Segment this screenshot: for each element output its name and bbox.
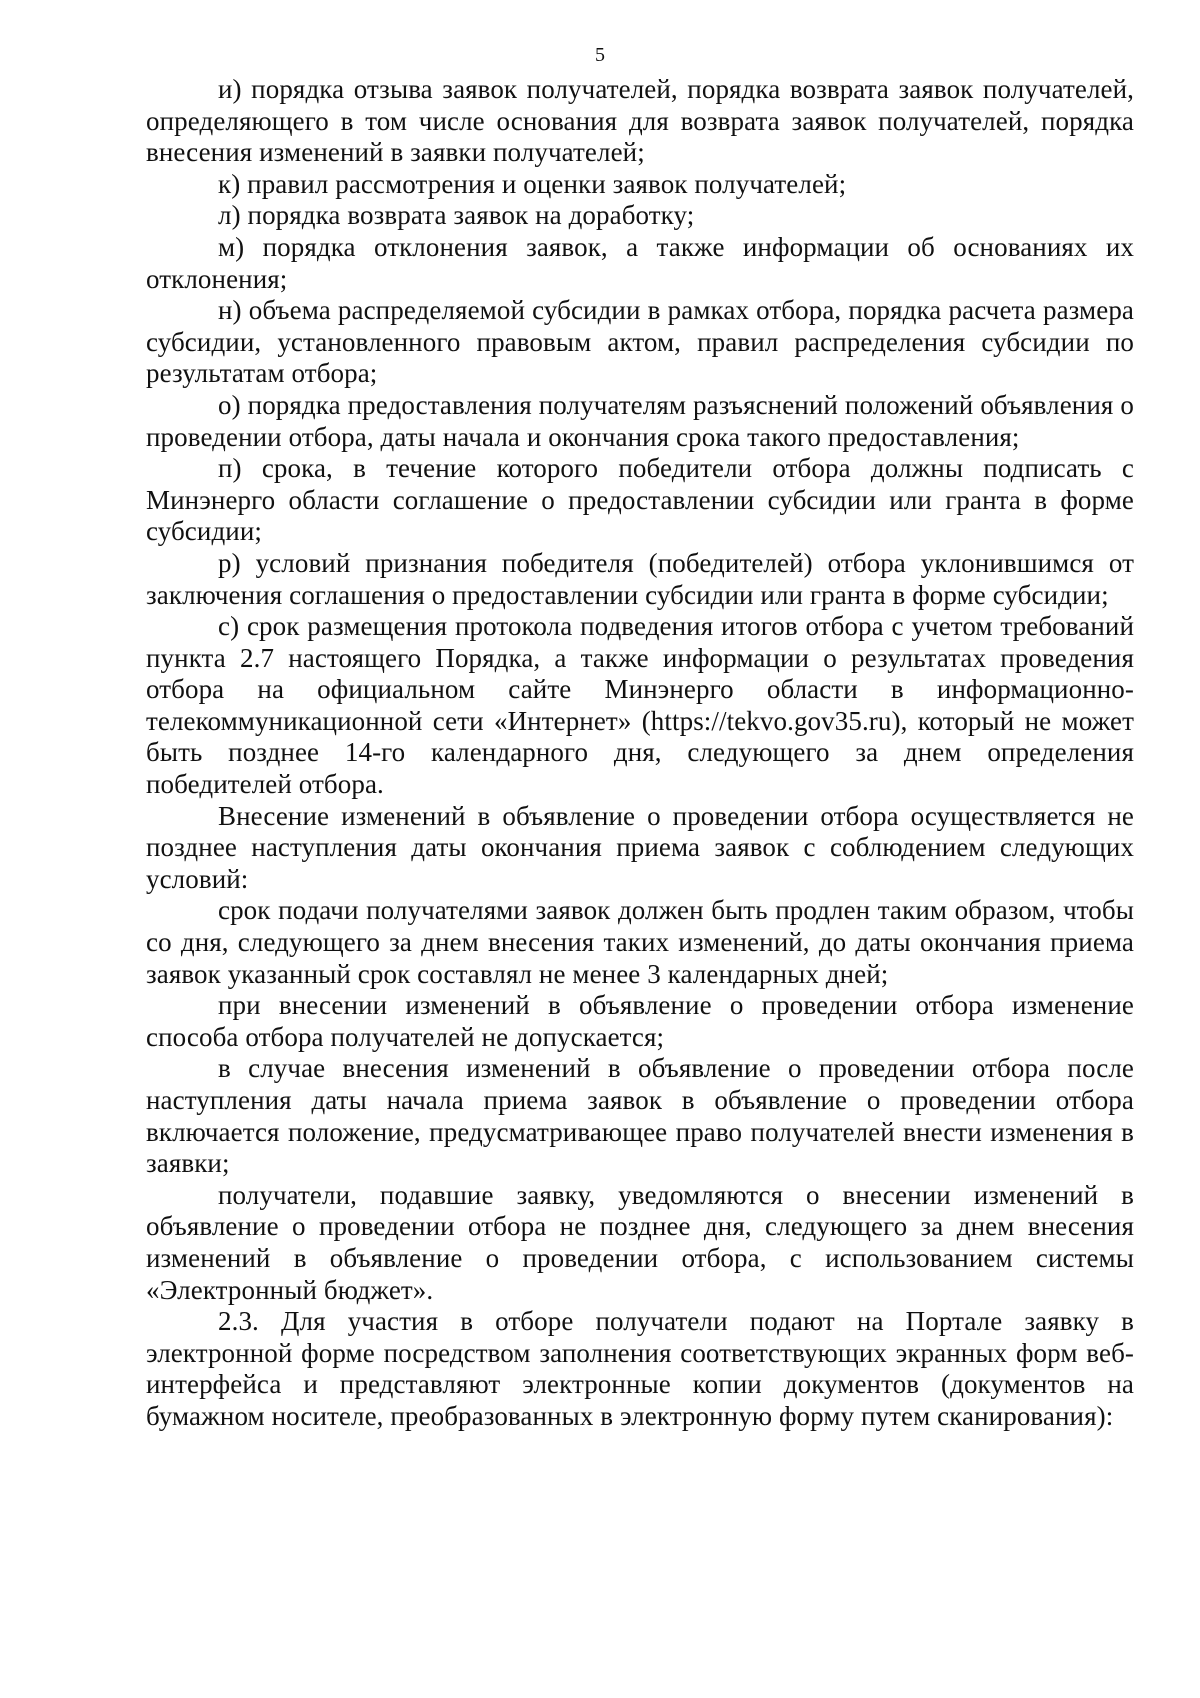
paragraph-amend-applications: в случае внесения изменений в объявление о проведении отбора после наступления даты начала приема заявок в объявление о проведении отбора включается положение, предусматривающее право получателей внести изменения в заявки; (146, 1053, 1134, 1179)
paragraph-k: к) правил рассмотрения и оценки заявок получателей; (218, 168, 847, 199)
document-body (146, 74, 1134, 1433)
paragraph-s: с) срок размещения протокола подведения итогов отбора с учетом требований пункта 2.7 настоящего Порядка, а также информации о результатах проведения отбора на официальном сайте Минэнерго области в информационно-телекоммуникационной сети «Интернет» (https://tekvo.gov35.ru), который не может быть позднее 14-го календарного дня, следующего за днем определения победителей отбора. (146, 611, 1134, 800)
paragraph-l: л) порядка возврата заявок на доработку; (218, 200, 695, 231)
paragraph-i: и) порядка отзыва заявок получателей, порядка возврата заявок получателей, определяющего в том числе основания для возврата заявок получателей, порядка внесения изменений в заявки получателей; (146, 74, 1134, 168)
paragraph-o: о) порядка предоставления получателям разъяснений положений объявления о проведении отбора, даты начала и окончания срока такого предоставления; (146, 389, 1134, 452)
paragraph-deadline-extension: срок подачи получателями заявок должен быть продлен таким образом, чтобы со дня, следующего за днем внесения таких изменений, до даты окончания приема заявок указанный срок составлял не менее 3 календарных дней; (146, 895, 1134, 989)
paragraph-m: м) порядка отклонения заявок, а также информации об основаниях их отклонения; (146, 231, 1134, 294)
paragraph-n: н) объема распределяемой субсидии в рамках отбора, порядка расчета размера субсидии, установленного правовым актом, правил распределения субсидии по результатам отбора; (146, 295, 1134, 389)
paragraph-2-3: 2.3. Для участия в отборе получатели подают на Портале заявку в электронной форме посредством заполнения соответствующих экранных форм веб-интерфейса и представляют электронные копии документов (документов на бумажном носителе, преобразованных в электронную форму путем сканирования): (146, 1306, 1134, 1431)
page-number: 5 (595, 44, 605, 66)
paragraph-p: п) срока, в течение которого победители отбора должны подписать с Минэнерго области соглашение о предоставлении субсидии или гранта в форме субсидии; (146, 453, 1134, 547)
paragraph-amendments: Внесение изменений в объявление о проведении отбора осуществляется не позднее наступления даты окончания приема заявок с соблюдением следующих условий: (146, 800, 1134, 894)
paragraph-method-unchanged: при внесении изменений в объявление о проведении отбора изменение способа отбора получателей не допускается; (146, 990, 1134, 1052)
paragraph-notification: получатели, подавшие заявку, уведомляются о внесении изменений в объявление о проведении отбора не позднее дня, следующего за днем внесения изменений в объявление о проведении отбора, с использованием системы «Электронный бюджет». (146, 1179, 1134, 1305)
paragraph-r: р) условий признания победителя (победителей) отбора уклонившимся от заключения соглашения о предоставлении субсидии или гранта в форме субсидии; (146, 547, 1134, 610)
